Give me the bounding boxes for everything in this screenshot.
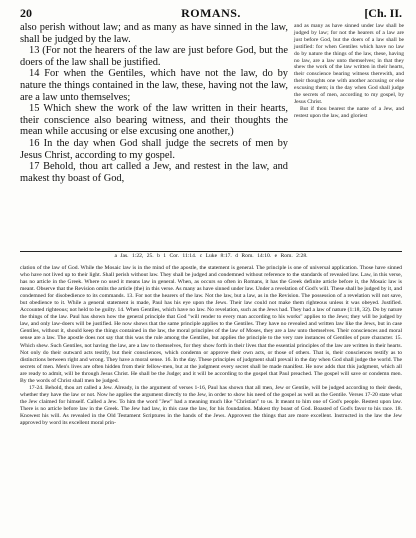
margin-paragraph: and as many as have sinned under law shall be judged by law; for not the hearers of a law are just before God, but the doers of a law shall be justified: for when Gentiles which have no law do by nature the things of the law, these, having no law, are a law unto themselves; in that they shew the work of the law written in their hearts, their conscience bearing witness therewith, and their thoughts one with another accusing or else excusing them; in the day when God shall judge the secrets of men, according to my gospel, by Jesus Christ. [294, 23, 404, 105]
divider [20, 251, 402, 252]
revised-version-margin [294, 23, 404, 120]
page-number: 20 [20, 6, 32, 20]
commentary-paragraph: clation of the law of God. While the Mosaic law is in the mind of the apostle, the statement is general. The principle is one of universal application. Those have sinned who have not lived up to their light. Shall perish without law. They shall be judged and condemned without reference to the standards of revealed law. Law, in this verse, has no article in the Greek. Where no used it means law in general. When, as occurs so often in Romans, it has the Greek definite article before it, the Mosaic law is meant. Observe that the Revision omits the article (the) in this verse. As many as have sinned under law. Under a revelation of God's will. These shall be judged by it, and condemned for disobedience to its commands. 13. For not the hearers of the law. Not the law, but a law, as in the Revision. The possession of a revelation will not save, but obedience to it. While a general statement is made, Paul has his eye upon the Jews. Their law could not make them righteous unless it was obeyed. Justified. Accounted righteous; not held to be guilty. 14. When Gentiles, which have no law. No revelation, such as the Jews had. They had a law of nature (1:18, 32). Do by nature the things of the law. Paul has shown how the general principle that God "will render to every man according to his works" applies to the Jews; they will be judged by law, and only law-doers will be justified. He now shows that the same principle applies to the Gentiles. They have no revealed and written law like the Jews, but in case Gentiles, without it, should keep the things contained in the law, the moral principles of the law of Moses, they are a law unto themselves. Their consciences and moral sense are a law. The apostle does not say that this was the rule among the Gentiles, but applies the principle to the very rare instances of Gentiles of pure character. 15. Which shew. Such Gentiles, not having the law, are a law to themselves, for they show forth in their lives that the essential principles of the law are written in their hearts. Not only do their outward acts testify, but their consciences, which condemn or approve their own acts, or those of others. That is, their consciences testify as to distinctions between right and wrong. They have a moral sense. 16. In the day. These principles of judgment shall prevail in the day when God shall judge the world. The secrets of men. Men's lives are often hidden from their fellow-men, but at the judgment every secret shall be made manifest. He now adds that this judgment, which all are ready to admit, will be through Jesus Christ. He shall be the Judge; and it will be according to the gospel that Paul preached. The gospel will save or condemn men. By the words of Christ shall men be judged. [20, 265, 402, 384]
verse-14: 14 For when the Gentiles, which have not the law, do by nature the things contained in the law, these, having not the law, are a law unto themselves; [20, 68, 288, 103]
page-header [20, 6, 402, 20]
cross-references: a Jas. 1:22, 25. b 1 Cor. 11:14. c Luke 8:17. d Rom. 14:10. e Rom. 2:28. [114, 253, 308, 259]
chapter-label: [Ch. II. [364, 6, 402, 20]
verse-17: 17 Behold, thou art called a Jew, and restest in the law, and makest thy boast of God, [20, 161, 288, 184]
verse-12-end: also perish without law; and as many as have sinned in the law, shall be judged by the law. [20, 22, 288, 45]
scripture-text [20, 22, 288, 184]
verse-16: 16 In the day when God shall judge the secrets of men by Jesus Christ, according to my gospel. [20, 137, 288, 161]
verse-13: 13 (For not the hearers of the law are just before God, but the doers of the law shall be justified. [20, 45, 288, 68]
commentary-text [20, 265, 402, 427]
commentary-paragraph: 17-24. Behold, thou art called a Jew. Already, in the argument of verses 1-16, Paul has shown that all men, Jew or Gentile, will be judged according to their deeds, whether they have the law or not. Now he applies the argument directly to the Jew, in order to show his need of the gospel as well as the Gentile. Verses 17-20 state what the Jew claimed for himself. Called a Jew. To him the word "Jew" had a meaning much like "Christian" to us. It meant to him one of God's people. Restest upon law. There is no article before law in the Greek. The Jew had law, in this case the law, for his foundation. Makest thy boast of God. Boasted of God's favor to his race. 18. Knowest his will. As revealed in the Old Testament Scriptures in the hands of the Jews. Approvest the things that are more excellent. Instructed in the law the Jew approved by word its excellent moral prin- [20, 384, 402, 427]
verse-15: 15 Which shew the work of the law written in their hearts, their conscience also bearing witness, and their thoughts the mean while accusing or else excusing one another,) [20, 103, 288, 138]
book-title: ROMANS. [181, 6, 241, 20]
margin-paragraph: But if thou bearest the name of a Jew, and restest upon the law, and gloriest [294, 105, 404, 119]
